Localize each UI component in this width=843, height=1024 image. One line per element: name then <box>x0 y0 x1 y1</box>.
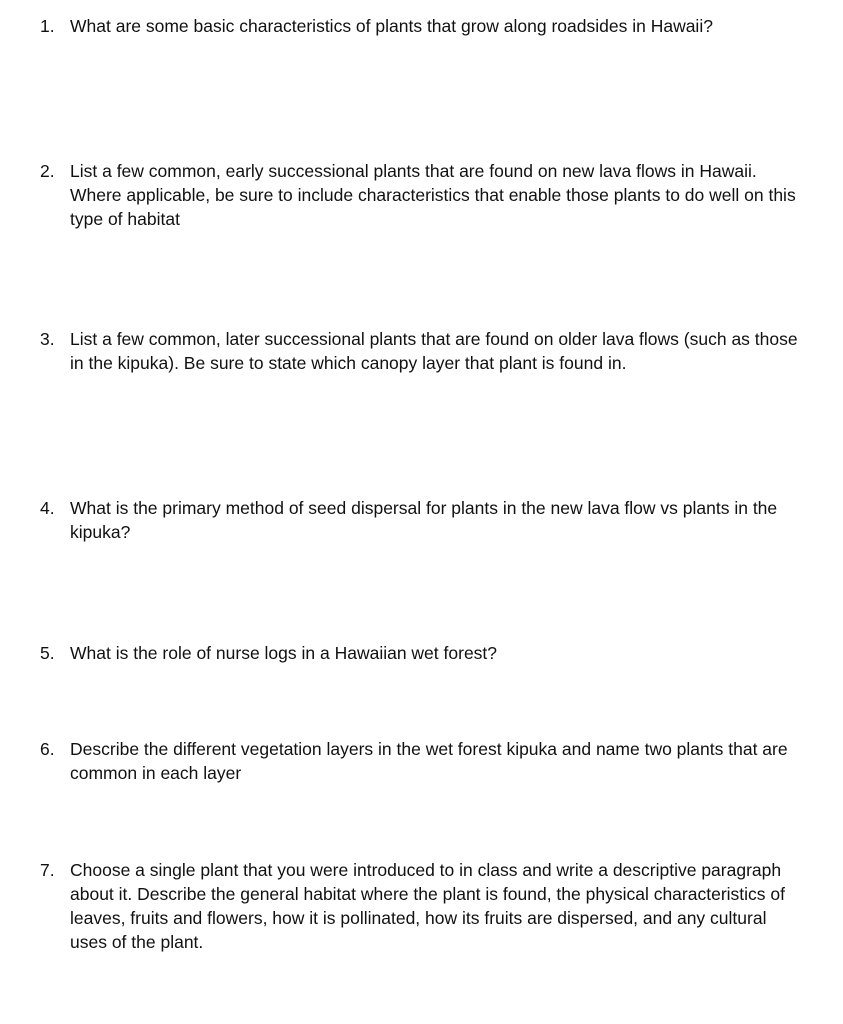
question-number: 7. <box>40 860 55 880</box>
question-text: Describe the different vegetation layers in the wet forest kipuka and name two plants that are common in each layer <box>70 739 788 783</box>
question-number: 1. <box>40 16 55 36</box>
question-text: List a few common, later successional plants that are found on older lava flows (such as those in the kipuka). Be sure to state which canopy layer that plant is found in. <box>70 329 798 373</box>
question-number: 4. <box>40 498 55 518</box>
question-item <box>40 737 800 785</box>
question-text: Choose a single plant that you were introduced to in class and write a descriptive paragraph about it. Describe the general habitat where the plant is found, the physical characteristics of leaves, fruits and flowers, how it is pollinated, how its fruits are dispersed, and any cultural uses of the plant. <box>70 860 785 952</box>
question-text: What are some basic characteristics of plants that grow along roadsides in Hawaii? <box>70 16 713 36</box>
question-number: 2. <box>40 161 55 181</box>
question-item <box>40 496 800 544</box>
question-text: List a few common, early successional plants that are found on new lava flows in Hawaii. Where applicable, be sure to include characteristics that enable those plants to do well on this type of habitat <box>70 161 796 229</box>
question-text: What is the primary method of seed dispersal for plants in the new lava flow vs plants in the kipuka? <box>70 498 778 542</box>
question-item <box>40 159 800 231</box>
question-item <box>40 641 800 665</box>
question-text: What is the role of nurse logs in a Hawaiian wet forest? <box>70 643 498 663</box>
question-number: 5. <box>40 643 55 663</box>
question-number: 3. <box>40 329 55 349</box>
question-item <box>40 858 800 954</box>
question-item <box>40 14 800 38</box>
question-item <box>40 327 800 375</box>
question-number: 6. <box>40 739 55 759</box>
